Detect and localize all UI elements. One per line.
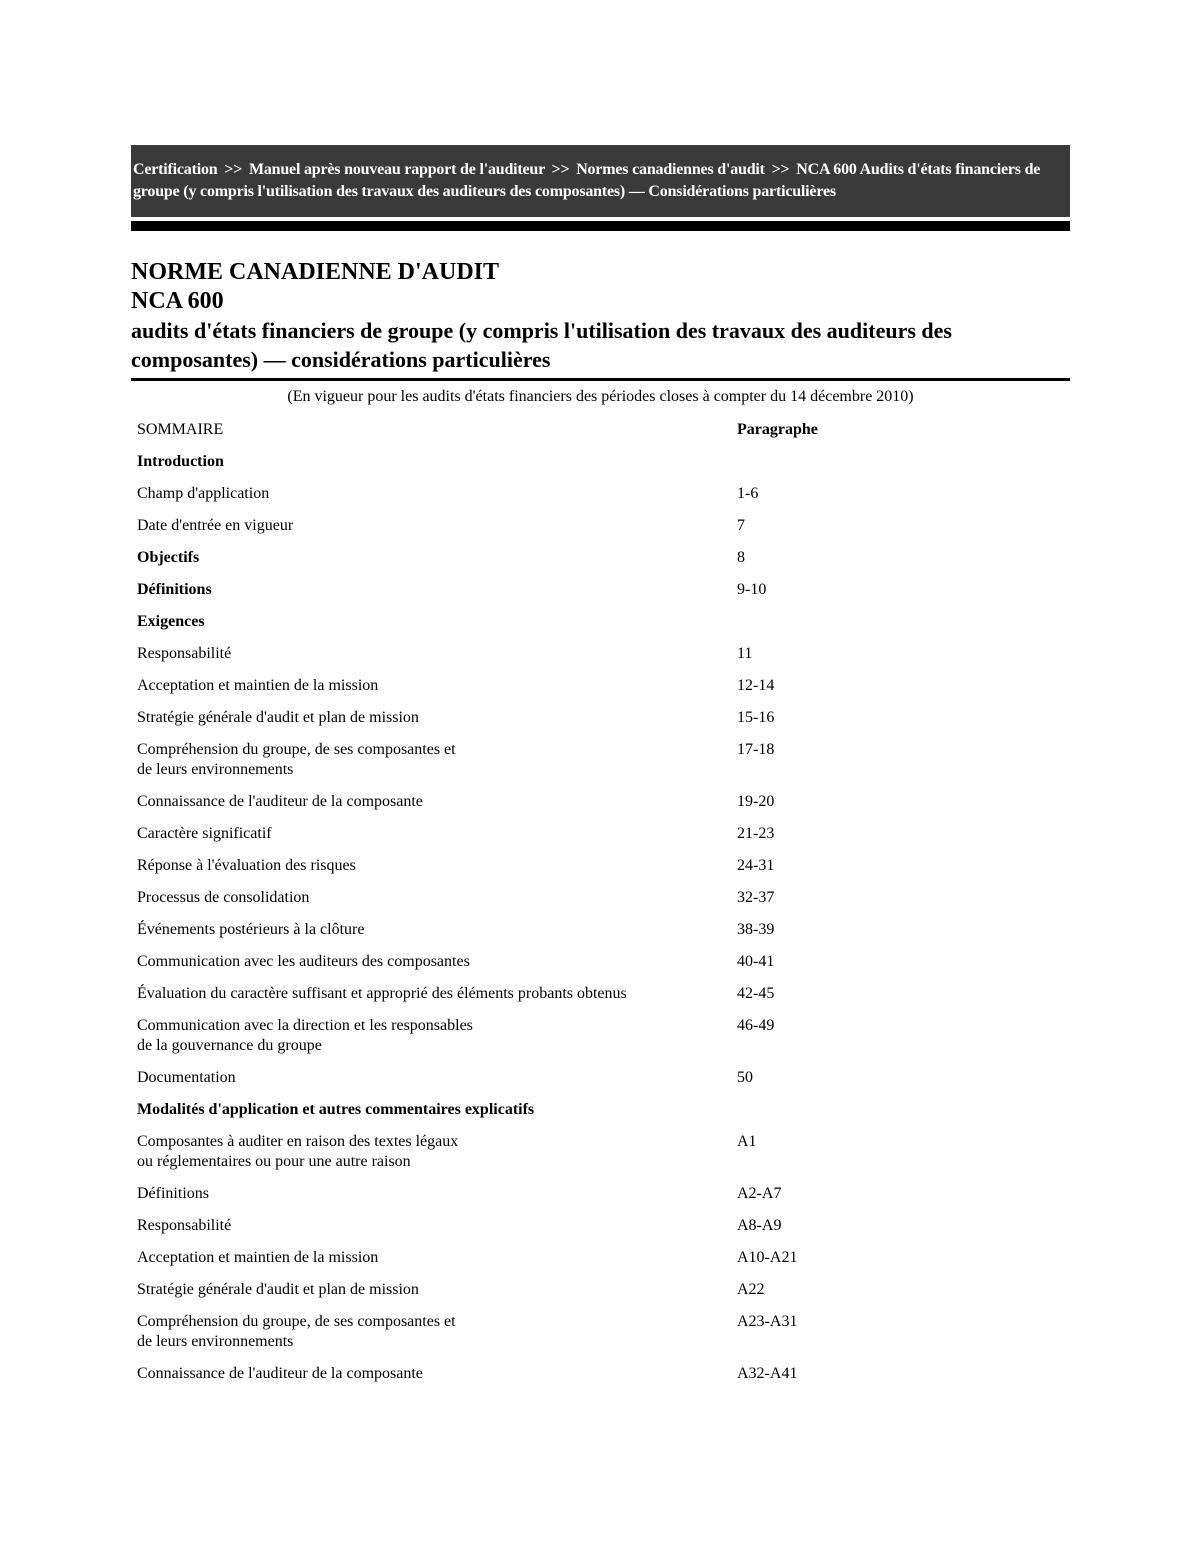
toc-row-ref: 9-10	[737, 581, 767, 598]
toc-row	[131, 478, 1070, 510]
toc-row-ref: A8-A9	[737, 1217, 782, 1234]
breadcrumb-item-manual[interactable]: Manuel après nouveau rapport de l'auditeur	[248, 161, 545, 178]
toc-row-ref: 46-49	[737, 1017, 775, 1034]
toc-row-label[interactable]: Événements postérieurs à la clôture	[137, 921, 365, 938]
toc-row	[131, 510, 1070, 542]
toc-row	[131, 946, 1070, 978]
toc-row-ref: A10-A21	[737, 1249, 798, 1266]
breadcrumb	[131, 145, 1070, 217]
breadcrumb-separator: >>	[551, 161, 570, 178]
toc-row	[131, 882, 1070, 914]
toc-row	[131, 446, 1070, 478]
toc-row-ref: 24-31	[737, 857, 775, 874]
toc-row	[131, 702, 1070, 734]
toc-row-ref: 8	[737, 549, 745, 566]
toc-row	[131, 1010, 1070, 1062]
toc-row-label[interactable]: Caractère significatif	[137, 825, 272, 842]
title-line-subject: audits d'états financiers de groupe (y compris l'utilisation des travaux des auditeurs des composantes) — considérations particulières	[131, 318, 952, 372]
toc-row	[131, 1306, 1070, 1358]
toc-row-label[interactable]: Communication avec la direction et les responsables de la gouvernance du groupe	[137, 1017, 473, 1054]
toc-row	[131, 1242, 1070, 1274]
toc-row-ref: 1-6	[737, 485, 759, 502]
toc-row-label[interactable]: Connaissance de l'auditeur de la composante	[137, 1365, 423, 1382]
toc-row	[131, 1358, 1070, 1390]
toc-row-ref: 40-41	[737, 953, 775, 970]
toc-row-ref: 19-20	[737, 793, 775, 810]
title-line-number: NCA 600	[131, 288, 224, 314]
toc-header-row	[131, 414, 1070, 446]
toc-row-ref: 11	[737, 645, 753, 662]
document-page	[131, 145, 1070, 1390]
breadcrumb-item-certification[interactable]: Certification	[133, 161, 218, 178]
toc-row-label[interactable]: Composantes à auditer en raison des textes légaux ou réglementaires ou pour une autre raison	[137, 1133, 459, 1170]
toc-row-label[interactable]: Exigences	[137, 613, 205, 630]
toc-row-ref: 50	[737, 1069, 753, 1086]
title-divider	[131, 378, 1070, 381]
toc-row-label[interactable]: Acceptation et maintien de la mission	[137, 1249, 379, 1266]
toc-row-ref: 38-39	[737, 921, 775, 938]
toc-row-label[interactable]: Modalités d'application et autres commentaires explicatifs	[137, 1101, 535, 1118]
toc-row-label[interactable]: Compréhension du groupe, de ses composantes et de leurs environnements	[137, 1313, 456, 1350]
toc-row	[131, 1062, 1070, 1094]
toc-row-label[interactable]: Stratégie générale d'audit et plan de mission	[137, 1281, 419, 1298]
toc-row-ref: 15-16	[737, 709, 775, 726]
toc-row	[131, 786, 1070, 818]
toc-row-ref: 21-23	[737, 825, 775, 842]
toc-row-label[interactable]: Responsabilité	[137, 645, 232, 662]
toc-row-label[interactable]: Définitions	[137, 581, 212, 598]
toc-row-label[interactable]: Introduction	[137, 453, 224, 470]
toc-row	[131, 1094, 1070, 1126]
toc-row	[131, 1178, 1070, 1210]
toc-row-label[interactable]: Stratégie générale d'audit et plan de mission	[137, 709, 419, 726]
title-line-standard: NORME CANADIENNE D'AUDIT	[131, 259, 500, 285]
toc-row-label[interactable]: Responsabilité	[137, 1217, 232, 1234]
toc-row-label[interactable]: Définitions	[137, 1185, 209, 1202]
breadcrumb-separator: >>	[224, 161, 243, 178]
toc-row-ref	[731, 446, 1070, 478]
toc-row-label[interactable]: Objectifs	[137, 549, 200, 566]
toc-row	[131, 1126, 1070, 1178]
toc-row-label[interactable]: Connaissance de l'auditeur de la composante	[137, 793, 423, 810]
toc-row-label[interactable]: Date d'entrée en vigueur	[137, 517, 294, 534]
toc-row-label[interactable]: Évaluation du caractère suffisant et approprié des éléments probants obtenus	[137, 985, 627, 1002]
toc-row	[131, 818, 1070, 850]
toc-row	[131, 978, 1070, 1010]
toc-row-ref: A1	[737, 1133, 757, 1150]
toc-row-ref: 32-37	[737, 889, 775, 906]
toc-row	[131, 914, 1070, 946]
toc-row-label[interactable]: Acceptation et maintien de la mission	[137, 677, 379, 694]
toc-row-ref: A32-A41	[737, 1365, 798, 1382]
toc-row	[131, 1210, 1070, 1242]
toc-row	[131, 574, 1070, 606]
toc-row-label[interactable]: Champ d'application	[137, 485, 270, 502]
toc-row	[131, 670, 1070, 702]
document-title	[131, 258, 1070, 374]
toc-row-ref: A23-A31	[737, 1313, 798, 1330]
toc-row-ref	[731, 1094, 1070, 1126]
toc-row	[131, 638, 1070, 670]
toc-row-ref: 12-14	[737, 677, 775, 694]
toc-row	[131, 542, 1070, 574]
toc-header-ref: Paragraphe	[737, 421, 818, 438]
toc-header-label: SOMMAIRE	[137, 421, 224, 438]
toc-row-ref	[731, 606, 1070, 638]
toc-row-ref: 42-45	[737, 985, 775, 1002]
toc-row-label[interactable]: Réponse à l'évaluation des risques	[137, 857, 356, 874]
toc-row	[131, 850, 1070, 882]
toc-row-ref: A22	[737, 1281, 765, 1298]
toc-row	[131, 1274, 1070, 1306]
toc-row-label[interactable]: Documentation	[137, 1069, 236, 1086]
effective-date-note: (En vigueur pour les audits d'états financiers des périodes closes à compter du 14 décembre 2010)	[287, 388, 914, 405]
header-divider	[131, 221, 1070, 231]
toc-row	[131, 606, 1070, 638]
toc-row-ref: 17-18	[737, 741, 775, 758]
breadcrumb-item-current: NCA 600 Audits d'états financiers de groupe (y compris l'utilisation des travaux des auditeurs des composantes) — Considérations particulières	[133, 161, 1041, 200]
toc-row	[131, 734, 1070, 786]
breadcrumb-item-standards[interactable]: Normes canadiennes d'audit	[576, 161, 765, 178]
table-of-contents	[131, 414, 1070, 1390]
toc-row-label[interactable]: Communication avec les auditeurs des composantes	[137, 953, 470, 970]
toc-row-ref: A2-A7	[737, 1185, 782, 1202]
toc-row-label[interactable]: Compréhension du groupe, de ses composantes et de leurs environnements	[137, 741, 456, 778]
toc-row-ref: 7	[737, 517, 745, 534]
breadcrumb-separator: >>	[771, 161, 790, 178]
toc-row-label[interactable]: Processus de consolidation	[137, 889, 310, 906]
